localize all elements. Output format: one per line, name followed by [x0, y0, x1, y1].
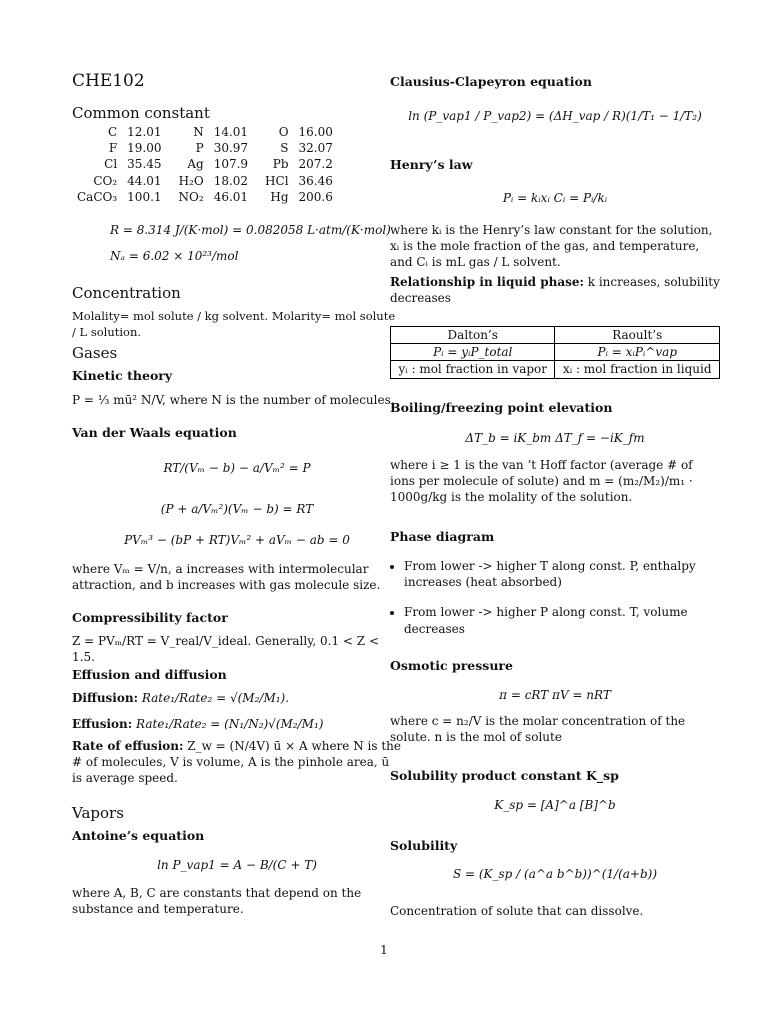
kinetic-heading: Kinetic theory [72, 368, 173, 383]
element-mass: 19.00 [127, 141, 162, 156]
element-mass: 30.97 [213, 141, 249, 156]
element-symbol: CaCO₃ [77, 189, 118, 204]
element-symbol: NO₂ [178, 189, 204, 204]
element-symbol: F [108, 141, 118, 156]
ksp-heading: Solubility product constant K_sp [390, 768, 619, 783]
boiling-equation: ΔT_b = iK_bm ΔT_f = −iK_fm [465, 431, 645, 445]
phase-diagram-heading: Phase diagram [390, 529, 495, 544]
element-mass: 44.01 [127, 173, 162, 188]
concentration-text: Molality= mol solute / kg solvent. Molarity= mol solute / L solution. [72, 309, 396, 339]
ksp-equation: K_sp = [A]^a [B]^b [494, 798, 616, 812]
element-symbol: O [278, 125, 289, 139]
diffusion-line [72, 690, 289, 706]
element-symbol: Ag [187, 157, 204, 172]
element-mass: 16.00 [298, 125, 333, 139]
element-symbol: P [195, 141, 204, 156]
diffusion-label: Diffusion: [72, 691, 139, 705]
gases-heading: Gases [72, 344, 118, 362]
list-item: • From lower -> higher T along const. P, enthalpy increases (heat absorbed) [404, 558, 734, 590]
antoine-equation: ln P_vap1 = A − B/(C + T) [157, 858, 317, 872]
vdw-equation-2: (P + a/Vₘ²)(Vₘ − b) = RT [160, 502, 314, 516]
effusion-diffusion-heading: Effusion and diffusion [72, 667, 227, 682]
kinetic-text: P = ⅓ mū² N/V, where N is the number of molecules. [72, 393, 395, 407]
element-symbol: H₂O [178, 173, 204, 188]
clausius-heading: Clausius-Clapeyron equation [390, 74, 592, 89]
dalton-header: Dalton’s [391, 327, 555, 344]
element-mass: 36.46 [298, 173, 333, 188]
effusion-label: Effusion: [72, 717, 133, 731]
vdw-heading: Van der Waals equation [72, 425, 237, 440]
element-symbol: HCl [265, 173, 289, 188]
osmotic-heading: Osmotic pressure [390, 658, 513, 673]
list-item: • From lower -> higher P along const. T, volume decreases [404, 604, 734, 636]
element-symbol: N [193, 125, 204, 139]
henry-text: where kᵢ is the Henry’s law constant for the solution, xᵢ is the mole fraction of the gas, and temperature, and Cᵢ is mL gas / L solvent. [390, 223, 713, 270]
phase-diagram-list [390, 558, 734, 651]
solubility-text: Concentration of solute that can dissolve. [390, 904, 644, 918]
element-symbol: CO₂ [93, 173, 118, 188]
element-mass: 46.01 [213, 189, 249, 204]
table-row [72, 156, 345, 172]
boiling-text: where i ≥ 1 is the van ’t Hoff factor (average # of ions per molecule of solute) and m = (m₂/M₂)/m₁ · 1000g/kg is the molality of the solution. [390, 458, 693, 505]
element-mass: 207.2 [298, 157, 333, 172]
table-row [72, 140, 345, 156]
henry-heading: Henry’s law [390, 157, 473, 172]
rate-text: Z_w = (N/4V) ū × A where N is the # of molecules, V is volume, A is the pinhole area, ū is average speed. [72, 739, 401, 786]
table-row [391, 344, 720, 361]
solubility-heading: Solubility [390, 838, 458, 853]
vdw-equation-3: PVₘ³ − (bP + RT)Vₘ² + aVₘ − ab = 0 [124, 533, 350, 547]
relationship-text: k increases, solubility decreases [390, 275, 720, 306]
element-mass: 18.02 [213, 173, 249, 188]
element-mass: 14.01 [213, 125, 249, 139]
clausius-equation: ln (P_vap1 / P_vap2) = (ΔH_vap / R)(1/T₁ − 1/T₂) [408, 109, 702, 123]
dalton-raoult-table [390, 326, 720, 379]
element-mass: 200.6 [298, 189, 333, 204]
henry-relationship [390, 274, 720, 306]
page-number: 1 [380, 943, 388, 957]
element-symbol: Cl [104, 157, 118, 172]
vdw-equation-1: RT/(Vₘ − b) − a/Vₘ² = P [163, 461, 311, 475]
element-symbol: Pb [272, 157, 289, 172]
element-mass: 35.45 [127, 157, 162, 172]
relationship-label: Relationship in liquid phase: [390, 275, 584, 289]
diffusion-equation: Rate₁/Rate₂ = √(M₂/M₁). [141, 691, 290, 705]
effusion-line [72, 716, 323, 732]
compressibility-text: Z = PVₘ/RT = V_real/V_ideal. Generally, 0.1 < Z < 1.5. [72, 634, 379, 665]
element-mass: 107.9 [213, 157, 249, 172]
henry-equation: Pᵢ = kᵢxᵢ Cᵢ = Pᵢ/kᵢ [502, 191, 608, 205]
rate-of-effusion [72, 738, 402, 787]
raoult-def-cell: xᵢ : mol fraction in liquid [555, 361, 720, 378]
osmotic-equation: π = cRT πV = nRT [499, 688, 611, 702]
vdw-text: where Vₘ = V/n, a increases with intermolecular attraction, and b increases with gas molecule size. [72, 562, 381, 593]
raoult-header: Raoult’s [555, 327, 720, 344]
dalton-eq-cell: Pᵢ = yᵢP_total [391, 344, 555, 361]
osmotic-text: where c = n₂/V is the molar concentration of the solute. n is the mol of solute [390, 714, 686, 745]
element-mass: 32.07 [298, 141, 333, 156]
common-constant-heading: Common constant [72, 104, 210, 122]
antoine-heading: Antoine’s equation [72, 828, 205, 843]
gas-constant: R = 8.314 J/(K·mol) = 0.082058 L·atm/(K·mol) [110, 223, 391, 237]
solubility-equation: S = (K_sp / (a^a b^b))^(1/(a+b)) [452, 867, 658, 881]
table-row [72, 189, 345, 205]
rate-label: Rate of effusion: [72, 739, 184, 753]
vapors-heading: Vapors [72, 804, 124, 822]
boiling-heading: Boiling/freezing point elevation [390, 400, 613, 415]
table-row [72, 173, 345, 189]
element-mass: 12.01 [127, 125, 162, 139]
element-symbol: C [107, 125, 118, 139]
antoine-text: where A, B, C are constants that depend on the substance and temperature. [72, 886, 362, 917]
dalton-def-cell: yᵢ : mol fraction in vapor [391, 361, 555, 378]
element-mass: 100.1 [127, 189, 162, 204]
page-title: CHE102 [72, 71, 145, 91]
constants-table [72, 124, 345, 205]
raoult-eq-cell: Pᵢ = xᵢPᵢ^vap [555, 344, 720, 361]
table-row [391, 361, 720, 378]
element-symbol: S [280, 141, 289, 156]
effusion-equation: Rate₁/Rate₂ = (N₁/N₂)√(M₂/M₁) [136, 717, 324, 731]
table-row [72, 124, 345, 140]
avogadro-constant: Nₐ = 6.02 × 10²³/mol [110, 249, 239, 263]
concentration-heading: Concentration [72, 284, 181, 302]
element-symbol: Hg [270, 189, 289, 204]
compressibility-heading: Compressibility factor [72, 610, 228, 625]
